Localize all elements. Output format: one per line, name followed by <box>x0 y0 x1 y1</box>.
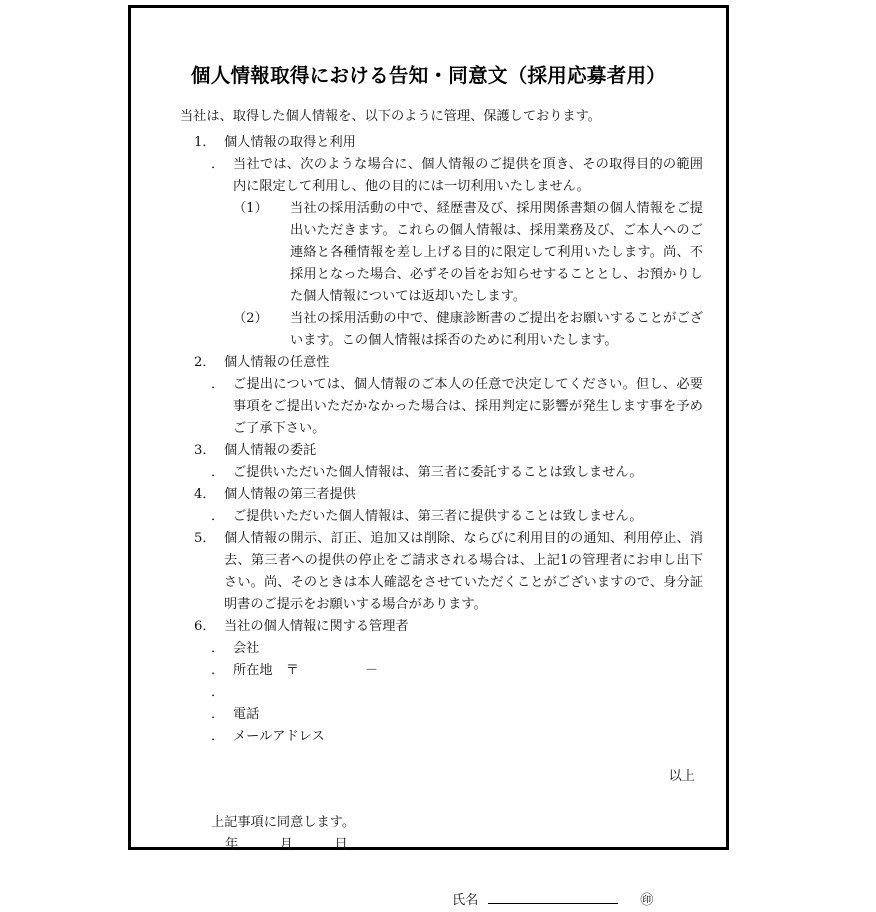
bullet-text: ご提供いただいた個人情報は、第三者に提供することは致しません。 <box>233 509 643 524</box>
bullet-text: 当社では、次のような場合に、個人情報のご提供を頂き、その取得目的の範囲内に限定して利用し、他の目的には一切利用いたしません。 <box>233 157 703 194</box>
section-1-marker: 1． <box>194 135 216 150</box>
intro-paragraph: 当社は、取得した個人情報を、以下のように管理、保護しております。 <box>180 109 601 124</box>
bullet-dot-icon: ． <box>211 685 225 700</box>
section-6-heading-row <box>194 616 703 638</box>
document-page <box>128 5 729 908</box>
signature-input[interactable] <box>488 890 618 904</box>
contact-field-phone <box>211 704 703 726</box>
closing-mark: 以上 <box>668 769 695 784</box>
bullet-dot-icon: ． <box>211 157 225 172</box>
bullet-dot-icon: ． <box>211 377 225 392</box>
contact-email-label: メールアドレス <box>233 729 325 744</box>
list-item <box>211 374 703 440</box>
consent-block <box>211 812 703 856</box>
paren-text-1: 当社の採用活動の中で、経歴書及び、採用関係書類の個人情報をご提出いただきます。これらの個人情報は、採用業務及び、ご本人へのご連絡と各種情報を差し上げる目的に限定して利用いたします。尚、不採用となった場合、必ずその旨をお知らせすることとし、お預かりした個人情報については返却いたします。 <box>290 201 703 304</box>
contact-field-address-continued <box>211 682 703 704</box>
bullet-text: ご提出については、個人情報のご本人の任意で決定してください。但し、必要事項をご提出いただかなかった場合は、採用判定に影響が発生します事を予めご了承下さい。 <box>233 377 703 436</box>
bullet-dot-icon: ． <box>211 509 225 524</box>
section-1-bullets <box>180 154 703 198</box>
contact-phone-label: 電話 <box>233 707 260 722</box>
section-5-marker: 5． <box>194 531 216 546</box>
section-6-contact-fields <box>180 638 703 748</box>
section-2 <box>180 352 703 440</box>
section-5-heading: 個人情報の開示、訂正、追加又は削除、ならびに利用目的の通知、利用停止、消去、第三者への提供の停止をご請求される場合は、上記1の管理者にお申し出下さい。尚、そのときは本人確認をさせていただくことがございますので、身分証明書のご提示をお願いする場合があります。 <box>224 531 703 612</box>
document-body <box>180 106 703 912</box>
paren-marker-1: （1） <box>233 201 268 216</box>
section-4-bullets <box>180 506 703 528</box>
section-2-heading-row <box>194 352 703 374</box>
bullet-dot-icon: ． <box>211 663 225 678</box>
paren-marker-2: （2） <box>233 311 268 326</box>
paren-text-2: 当社の採用活動の中で、健康診断書のご提出をお願いすることがございます。この個人情報は採否のために利用いたします。 <box>290 311 703 348</box>
section-6-heading: 当社の個人情報に関する管理者 <box>224 619 409 634</box>
document-sheet <box>131 8 726 908</box>
section-1-paren-items <box>180 198 703 352</box>
contact-field-company <box>211 638 703 660</box>
bullet-text: ご提供いただいた個人情報は、第三者に委託することは致しません。 <box>233 465 643 480</box>
consent-statement: 上記事項に同意します。 <box>211 815 356 830</box>
section-2-heading: 個人情報の任意性 <box>224 355 330 370</box>
section-6 <box>180 616 703 748</box>
bullet-dot-icon: ． <box>211 729 225 744</box>
section-2-bullets <box>180 374 703 440</box>
section-4 <box>180 484 703 528</box>
list-item <box>233 308 703 352</box>
section-2-marker: 2． <box>194 355 216 370</box>
seal-stamp-icon: ㊞ <box>640 893 654 908</box>
page-title: 個人情報取得における告知・同意文（採用応募者用） <box>190 64 667 87</box>
section-3-heading: 個人情報の委託 <box>224 443 317 458</box>
section-6-marker: 6． <box>194 619 216 634</box>
section-3-marker: 3． <box>194 443 216 458</box>
bullet-dot-icon: ． <box>211 641 225 656</box>
contact-field-address <box>211 660 703 682</box>
numbered-section-list <box>180 132 703 748</box>
contact-field-email <box>211 726 703 748</box>
date-line: 年 月 日 <box>225 837 349 852</box>
contact-company-label: 会社 <box>233 641 260 656</box>
section-1-heading: 個人情報の取得と利用 <box>224 135 356 150</box>
contact-address-label: 所在地 〒 － <box>233 663 379 678</box>
section-3 <box>180 440 703 484</box>
bullet-dot-icon: ． <box>211 707 225 722</box>
section-4-heading: 個人情報の第三者提供 <box>224 487 356 502</box>
section-1 <box>180 132 703 352</box>
section-1-heading-row <box>194 132 703 154</box>
section-5 <box>180 528 703 616</box>
bullet-dot-icon: ． <box>211 465 225 480</box>
list-item <box>233 198 703 308</box>
list-item <box>211 154 703 198</box>
signature-label: 氏名 <box>452 893 479 908</box>
section-3-heading-row <box>194 440 703 462</box>
section-4-marker: 4． <box>194 487 216 502</box>
signature-row <box>180 890 703 912</box>
list-item <box>211 462 703 484</box>
section-3-bullets <box>180 462 703 484</box>
section-5-heading-row <box>194 528 703 616</box>
list-item <box>211 506 703 528</box>
section-4-heading-row <box>194 484 703 506</box>
